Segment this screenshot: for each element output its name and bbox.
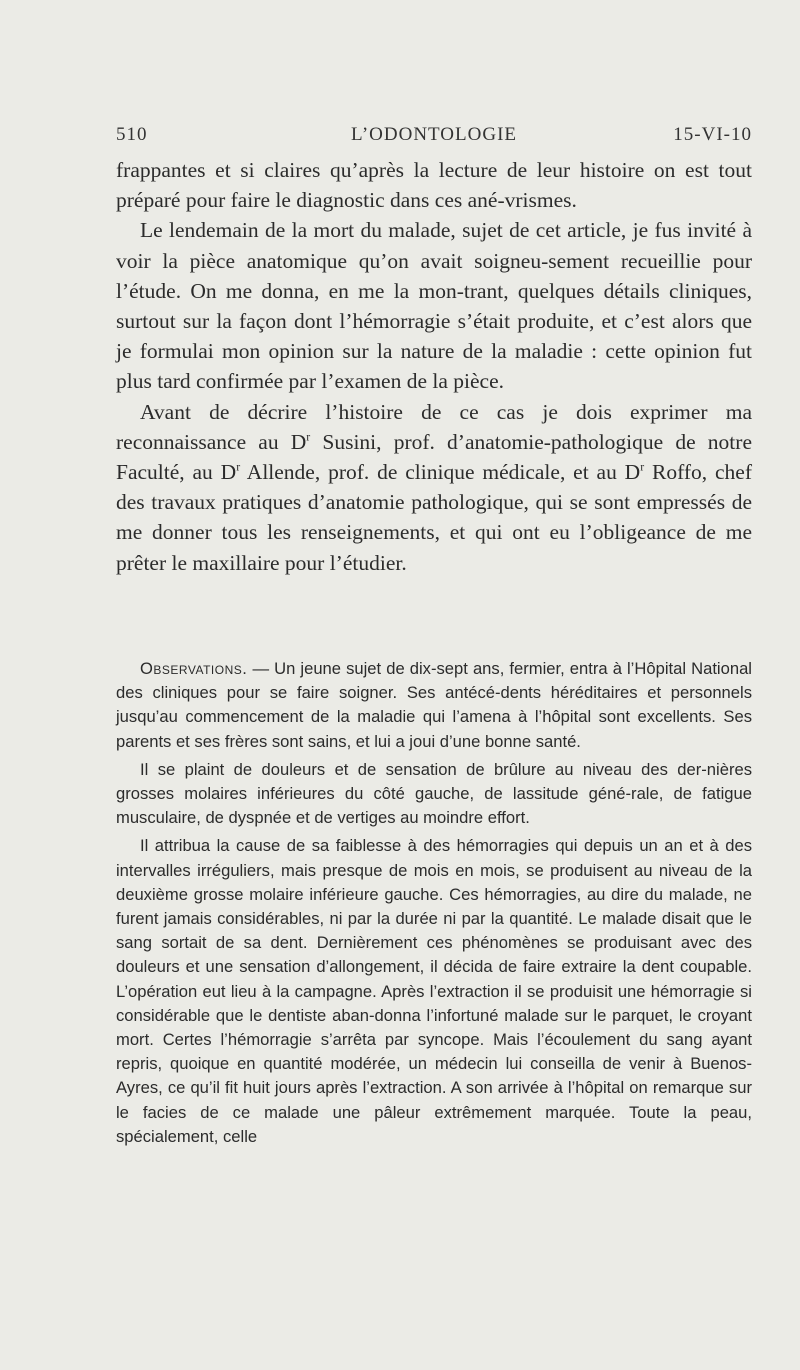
dr-superscript: r (306, 429, 311, 444)
ack-text-4: Roffo, chef des travaux pratiques d’anatomie pathologique, qui se sont empressés de me donner tous les renseignements, et qui ont eu l’obligeance de me prêter le maxillaire pour l’étudier. (116, 460, 752, 575)
continuation-paragraph: frappantes et si claires qu’après la lecture de leur histoire on est tout préparé pour faire le diagnostic dans ces ané-vrismes. (116, 158, 752, 213)
dr-superscript: r (640, 459, 645, 474)
ack-text-2: Susini, prof. d’anatomie-pathologique de notre Faculté, au D (116, 429, 752, 485)
paragraph-acknowledgements (116, 397, 752, 578)
main-text (116, 155, 752, 578)
dr-superscript: r (236, 459, 241, 474)
observations-paragraph-3: Il attribua la cause de sa faiblesse à des hémorragies qui depuis un an et à des intervalles irréguliers, mais presque de mois en mois, se produisent au niveau de la deuxième grosse molaire inférieure gauche. Ces hémorragies, au dire du malade, ne furent jamais considérables, ni par la durée ni par la quantité. Le malade disait que le sang sortait de sa dent. Dernièrement ces phénomènes se produisant avec des douleurs et une sensation d’allongement, il décida de faire extraire la dent coupable. L’opération eut lieu à la campagne. Après l’extraction il se produisit une hémorragie si considérable que le dentiste aban-donna l’infortuné malade sur le parquet, le croyant mort. Certes l’hémorragie s’arrêta par syncope. Mais l’écoulement du sang ayant repris, quoique en quantité modérée, un médecin lui conseilla de venir à Buenos-Ayres, ce qu’il fit huit jours après l’extraction. A son arrivée à l’hôpital on remarque sur le facies de ce malade une pâleur extrêmement marquée. Toute la peau, spécialement, celle (116, 836, 752, 1146)
observations-paragraph-1 (116, 657, 752, 754)
issue-date: 15-VI-10 (673, 124, 752, 145)
ack-text-3: Allende, prof. de clinique médicale, et au D (240, 460, 641, 485)
observations-section (116, 657, 752, 1153)
observations-text-1: — Un jeune sujet de dix-sept ans, fermier, entra à l’Hôpital National des cliniques pour se faire soigner. Ses antécé-dents héréditaires et personnels jusqu’au commencement de la maladie qui l’amena à l’hôpital sont excellents. Ses parents et ses frères sont sains, et lui a joui d’une bonne santé. (116, 659, 752, 751)
observations-heading: Observations. (140, 659, 248, 678)
page-number: 510 (116, 124, 148, 145)
paragraph-anatomic-piece: Le lendemain de la mort du malade, sujet de cet article, je fus invité à voir la pièce anatomique qu’on avait soigneu-sement recueillie pour l’étude. On me donna, en me la mon-trant, quelques détails cliniques, surtout sur la façon dont l’hémorragie s’était produite, et c’est alors que je formulai mon opinion sur la nature de la maladie : cette opinion fut plus tard confirmée par l’examen de la pièce. (116, 218, 752, 394)
observations-paragraph-2: Il se plaint de douleurs et de sensation de brûlure au niveau des der-nières grosses molaires inférieures du côté gauche, de lassitude géné-rale, de fatigue musculaire, de dyspnée et de vertiges au moindre effort. (116, 759, 752, 828)
ack-text-1: Avant de décrire l’histoire de ce cas je dois exprimer ma reconnaissance au D (116, 399, 752, 454)
running-header (116, 124, 752, 150)
journal-title: L’ODONTOLOGIE (350, 124, 518, 145)
